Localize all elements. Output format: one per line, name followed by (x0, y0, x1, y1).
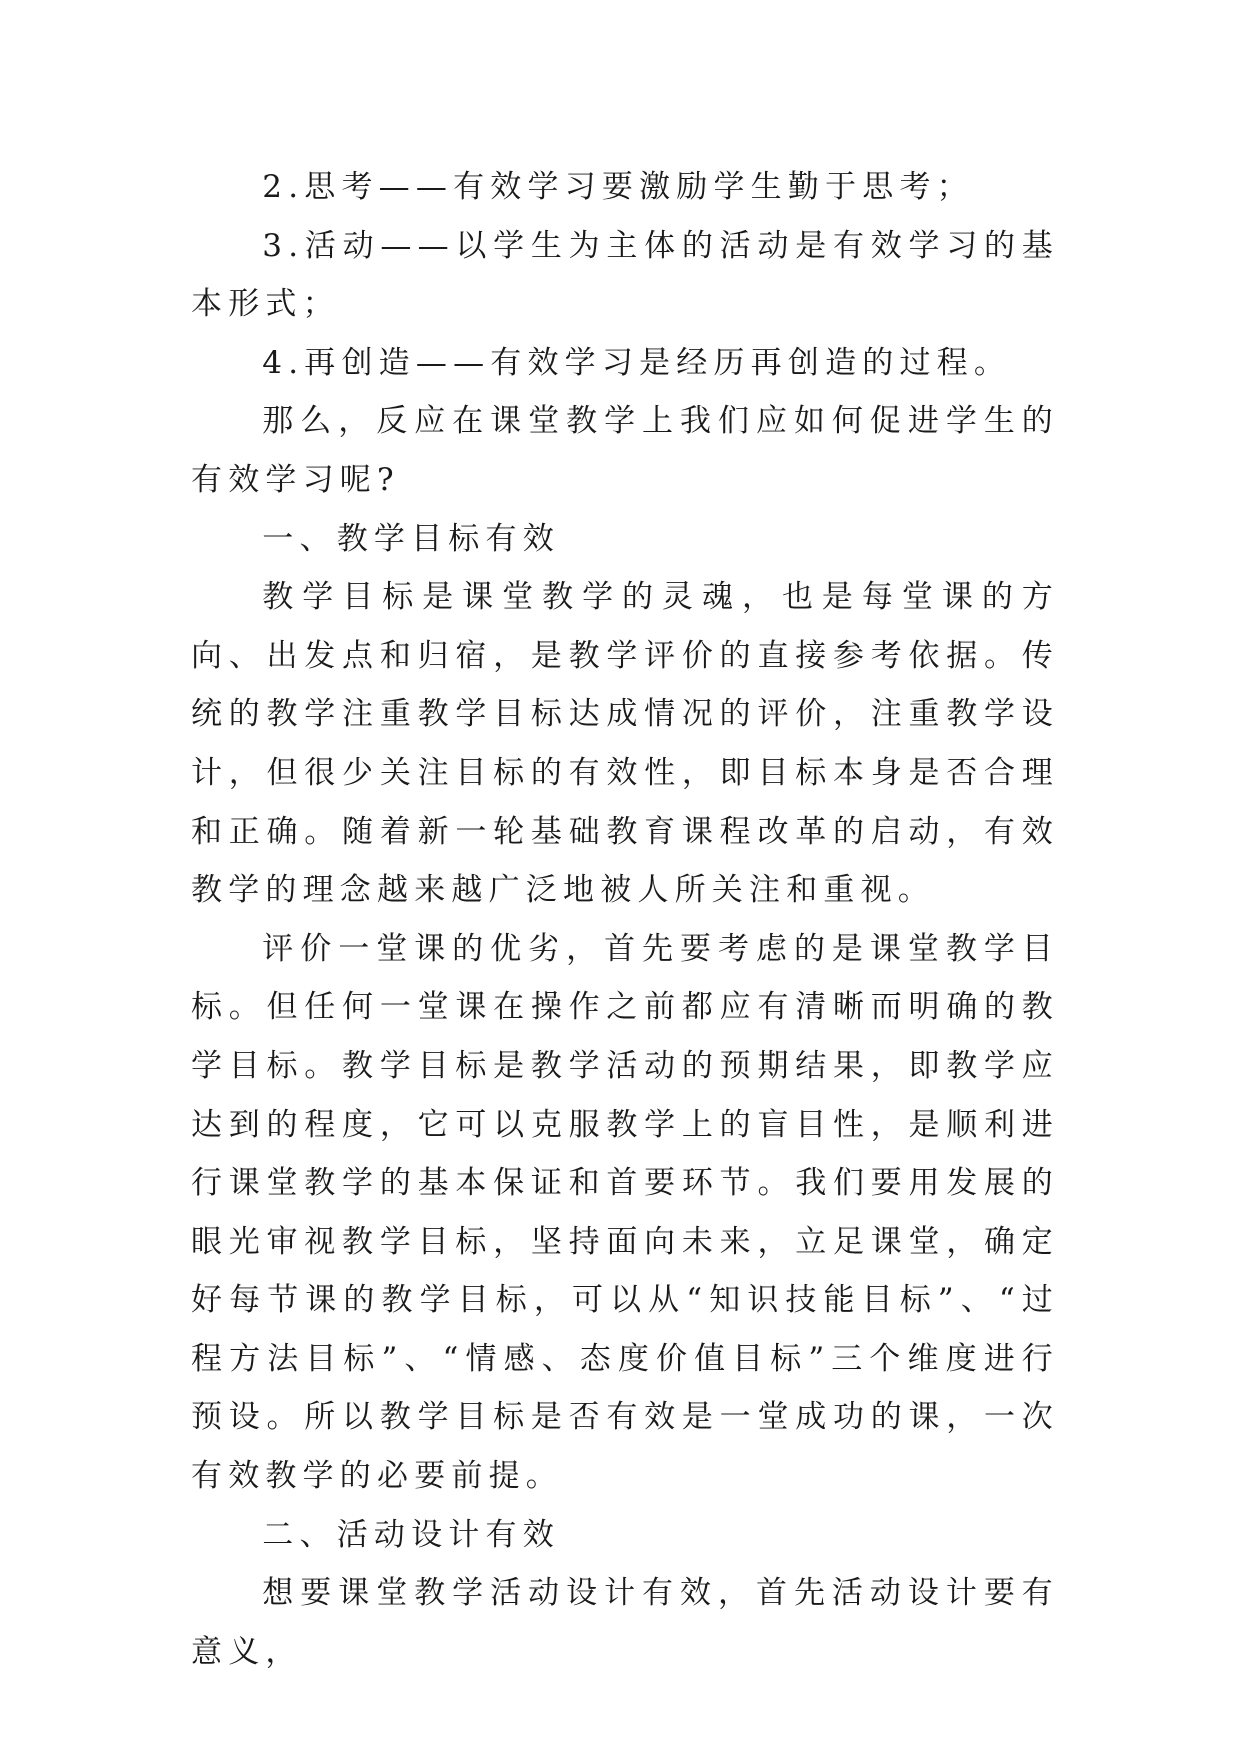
body-paragraph: 想要课堂教学活动设计有效，首先活动设计要有意义， (191, 1575, 1059, 1670)
list-item-recreation: 4.再创造——有效学习是经历再创造的过程。 (262, 344, 1012, 381)
document-body (191, 158, 1059, 1681)
section-heading-teaching-goals: 一、教学目标有效 (262, 520, 560, 557)
list-item-thinking: 2.思考——有效学习要激励学生勤于思考； (262, 169, 974, 205)
body-paragraph: 评价一堂课的优劣，首先要考虑的是课堂教学目标。但任何一堂课在操作之前都应有清晰而明确的教学目标。教学目标是教学活动的预期结果，即教学应达到的程度，它可以克服教学上的盲目性，是顺利进行课堂教学的基本保证和首要环节。我们要用发展的眼光审视教学目标，坚持面向未来，立足课堂，确定好每节课的教学目标，可以从“知识技能目标”、“过程方法目标”、“情感、态度价值目标”三个维度进行预设。所以教学目标是否有效是一堂成功的课，一次有效教学的必要前提。 (191, 930, 1059, 1495)
body-paragraph: 教学目标是课堂教学的灵魂，也是每堂课的方向、出发点和归宿，是教学评价的直接参考依据。传统的教学注重教学目标达成情况的评价，注重教学设计，但很少关注目标的有效性，即目标本身是否合理和正确。随着新一轮基础教育课程改革的启动，有效教学的理念越来越广泛地被人所关注和重视。 (191, 579, 1059, 909)
list-item-activity: 3.活动——以学生为主体的活动是有效学习的基本形式； (191, 227, 1059, 323)
question-paragraph: 那么，反应在课堂教学上我们应如何促进学生的有效学习呢? (191, 403, 1059, 498)
section-heading-activity-design: 二、活动设计有效 (262, 1516, 560, 1553)
